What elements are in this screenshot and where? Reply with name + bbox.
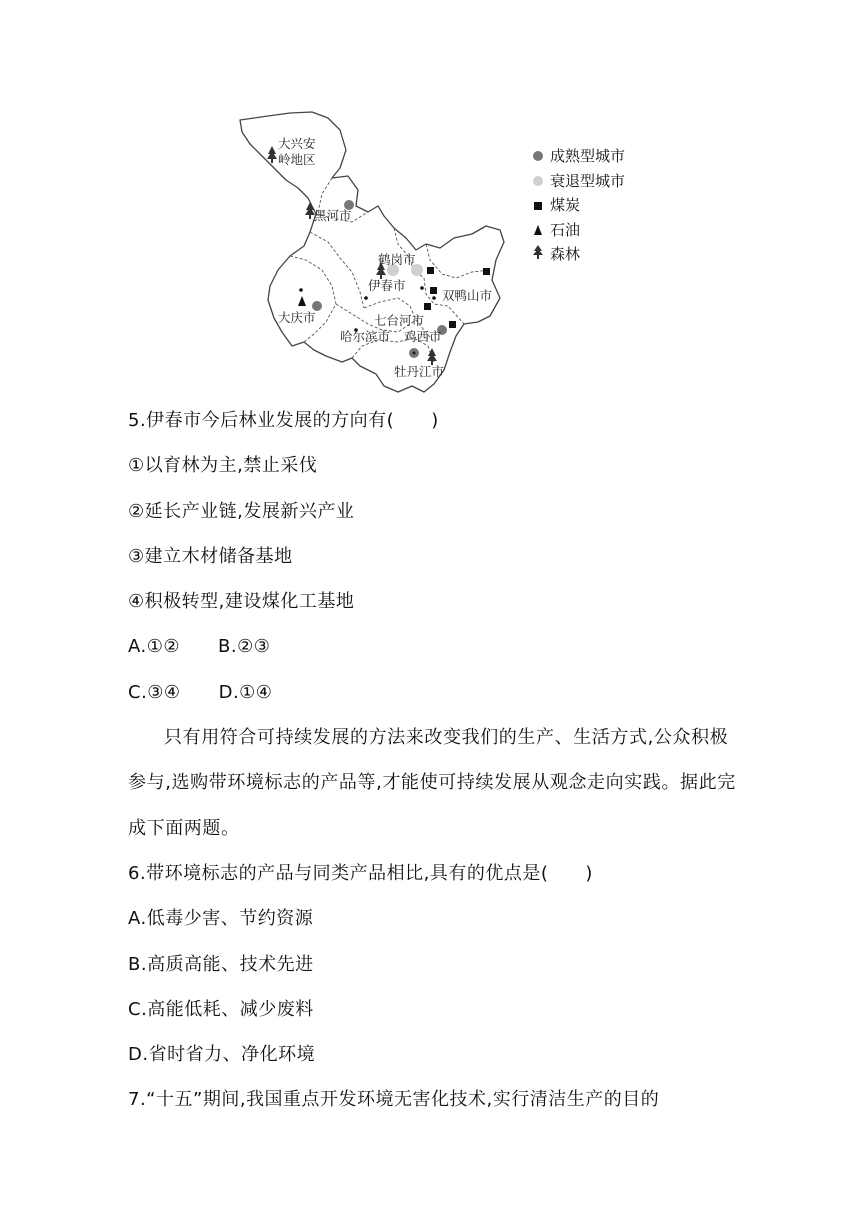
- legend-label: 成熟型城市: [550, 147, 626, 165]
- q6-option-a: A.低毒少害、节约资源: [128, 908, 314, 930]
- map-drawing: [228, 110, 528, 395]
- label-hegang: 鹤岗市: [378, 252, 416, 267]
- label-mudanjiang: 牡丹江市: [394, 364, 445, 379]
- legend-item-oil: [530, 218, 625, 243]
- coal-marker-qitaihe: [424, 303, 431, 310]
- legend-item-declining: [530, 169, 625, 194]
- label-heihe: 黑河市: [314, 208, 352, 223]
- question-text: [128, 398, 738, 1123]
- q5-option-d: D.①④: [218, 681, 273, 703]
- q5-item-1: ①以育林为主,禁止采伐: [128, 455, 318, 477]
- legend-label: 衰退型城市: [550, 171, 626, 190]
- q6-stem: 6.带环境标志的产品与同类产品相比,具有的优点是( ): [128, 862, 593, 884]
- legend-item-mature: [530, 144, 625, 169]
- forest-tree-icon: [530, 242, 546, 267]
- label-haerbin: 哈尔滨市: [340, 329, 391, 344]
- coal-marker-jixi: [449, 321, 456, 328]
- q6-option-c: C.高能低耗、减少废料: [128, 998, 314, 1020]
- oil-triangle-icon: [530, 218, 546, 243]
- legend-item-coal: [530, 193, 625, 218]
- oil-marker-daqing: [298, 296, 306, 306]
- forest-marker-mudanjiang: [427, 348, 437, 365]
- q5-options-ab: [128, 624, 738, 669]
- q5-options-cd: [128, 670, 738, 715]
- declining-city-dot-icon: [530, 169, 546, 194]
- q5-option-a: A.①②: [128, 636, 180, 658]
- legend-label: 森林: [550, 245, 581, 263]
- label-yichun: 伊春市: [368, 278, 406, 293]
- q7-stem: 7.“十五”期间,我国重点开发环境无害化技术,实行清洁生产的目的: [128, 1089, 660, 1111]
- label-daxinganling-1: 大兴安: [278, 136, 316, 151]
- q5-option-c: C.③④: [128, 681, 181, 703]
- q5-item-2: ②延长产业链,发展新兴产业: [128, 500, 355, 522]
- q5-stem: 5.伊春市今后林业发展的方向有( ): [128, 410, 439, 431]
- coal-square-icon: [530, 193, 546, 218]
- label-shuangyashan: 双鸭山市: [442, 288, 493, 303]
- map-legend: [530, 144, 625, 267]
- label-daxinganling-2: 岭地区: [278, 152, 316, 167]
- q5-option-b: B.②③: [218, 636, 271, 658]
- legend-label: 石油: [550, 220, 581, 239]
- legend-item-forest: [530, 242, 625, 267]
- legend-label: 煤炭: [550, 196, 581, 214]
- q6-option-d: D.省时省力、净化环境: [128, 1044, 316, 1066]
- coal-marker-east: [483, 268, 490, 275]
- q5-item-4: ④积极转型,建设煤化工基地: [128, 591, 355, 613]
- intro-paragraph: 只有用符合可持续发展的方法来改变我们的生产、生活方式,公众积极参与,选购带环境标志的产品等,才能使可持续发展从观念走向实践。据此完成下面两题。: [128, 727, 736, 839]
- coal-marker-hegang: [427, 267, 434, 274]
- forest-marker-daxinganling: [267, 146, 277, 163]
- label-qitaihe: 七台河市: [374, 313, 425, 328]
- label-jixi: 鸡西市: [404, 329, 442, 344]
- label-daqing: 大庆市: [278, 310, 316, 325]
- q6-option-b: B.高质高能、技术先进: [128, 953, 314, 975]
- mature-city-dot-icon: [530, 144, 546, 169]
- coal-marker-shuangyashan: [430, 287, 437, 294]
- q5-item-3: ③建立木材储备基地: [128, 545, 293, 567]
